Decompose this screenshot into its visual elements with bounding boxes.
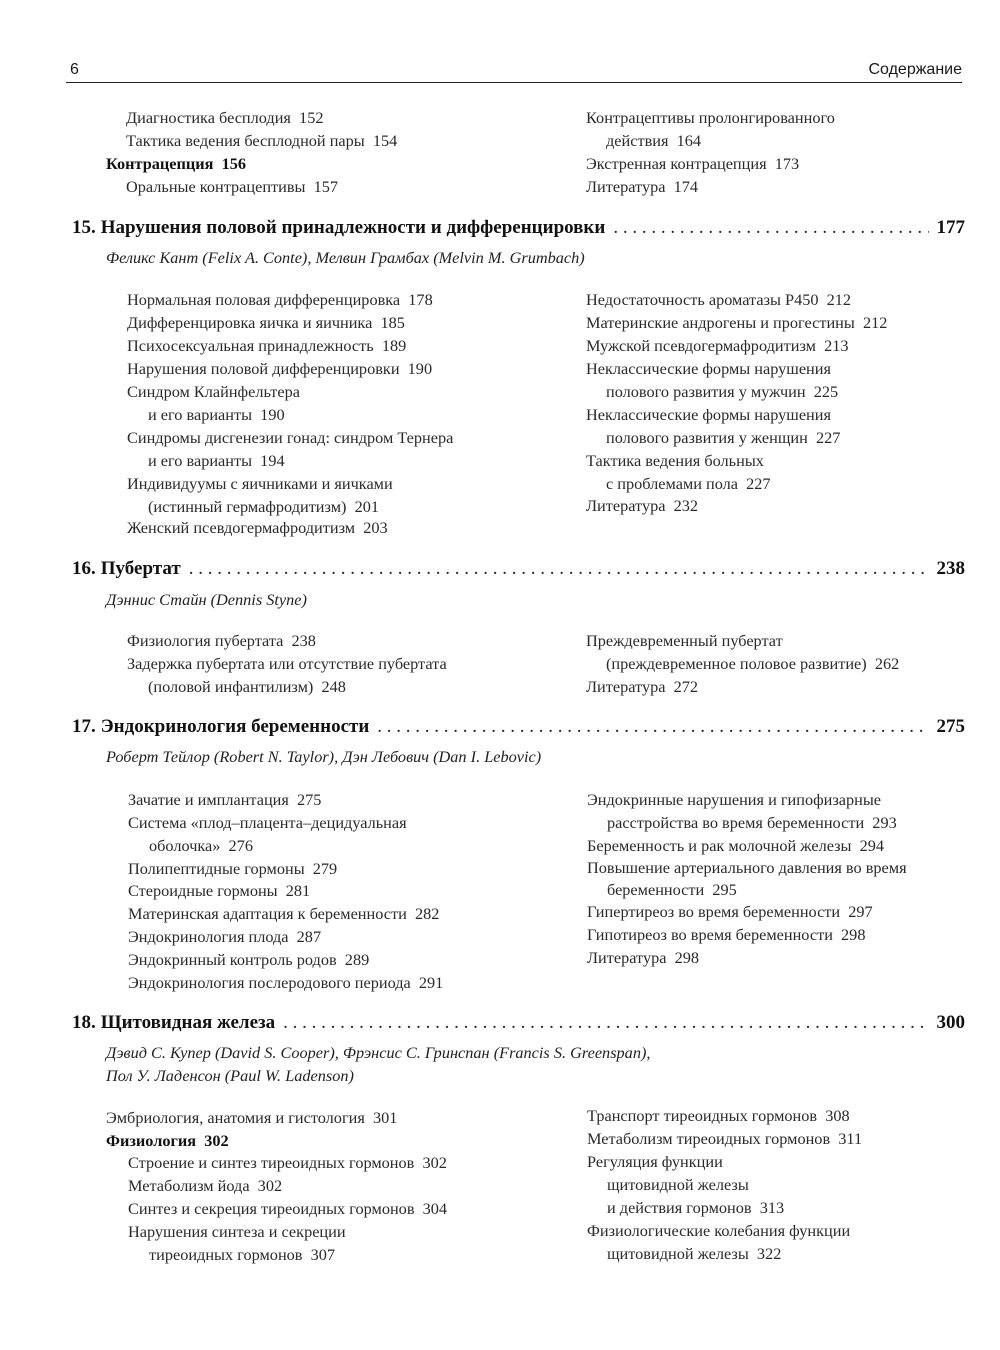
toc-entry[interactable]: Контрацептивы пролонгированного: [586, 108, 835, 127]
toc-entry[interactable]: Индивидуумы с яичниками и яичками: [127, 474, 393, 493]
toc-entry[interactable]: Метаболизм йода 302: [128, 1176, 283, 1195]
toc-entry[interactable]: Регуляция функции: [587, 1152, 723, 1171]
toc-entry[interactable]: Нормальная половая дифференцировка 178: [127, 290, 433, 309]
chapter-authors: Пол У. Ладенсон (Paul W. Ladenson): [106, 1066, 354, 1085]
toc-entry[interactable]: Психосексуальная принадлежность 189: [127, 336, 407, 355]
toc-entry[interactable]: Эмбриология, анатомия и гистология 301: [106, 1108, 398, 1127]
dot-leader: [613, 217, 928, 239]
toc-entry[interactable]: Эндокринология плода 287: [128, 927, 322, 946]
chapter-authors: Роберт Тейлор (Robert N. Taylor), Дэн Лебович (Dan I. Lebovic): [106, 747, 542, 766]
chapter-page: 238: [936, 558, 965, 579]
chapter-authors: Феликс Кант (Felix A. Conte), Мелвин Грамбах (Melvin M. Grumbach): [106, 248, 585, 267]
toc-entry[interactable]: Дифференцировка яичка и яичника 185: [127, 313, 405, 332]
toc-entry[interactable]: Недостаточность ароматазы Р450 212: [586, 290, 852, 309]
toc-entry[interactable]: и действия гормонов 313: [607, 1198, 785, 1217]
running-head: [66, 60, 962, 83]
toc-entry[interactable]: Повышение артериального давления во время: [587, 858, 907, 877]
toc-entry[interactable]: Экстренная контрацепция 173: [586, 154, 800, 173]
toc-entry[interactable]: Строение и синтез тиреоидных гормонов 302: [128, 1153, 447, 1172]
toc-entry[interactable]: Система «плод–плацента–децидуальная: [128, 813, 407, 832]
dot-leader: [377, 716, 928, 738]
toc-entry[interactable]: Полипептидные гормоны 279: [128, 859, 338, 878]
toc-entry[interactable]: Эндокринология послеродового периода 291: [128, 973, 444, 992]
toc-entry[interactable]: Контрацепция 156: [106, 154, 247, 173]
toc-entry[interactable]: Эндокринные нарушения и гипофизарные: [587, 790, 882, 809]
toc-entry[interactable]: Литература 174: [586, 177, 699, 196]
toc-entry[interactable]: Тактика ведения бесплодной пары 154: [126, 131, 398, 150]
toc-entry[interactable]: Синдром Клайнфельтера: [127, 382, 300, 401]
chapter-page: 275: [936, 716, 965, 737]
chapter-heading-16[interactable]: [72, 558, 965, 586]
toc-entry[interactable]: Физиология 302: [106, 1131, 229, 1150]
toc-entry[interactable]: щитовидной железы: [607, 1175, 749, 1194]
toc-entry[interactable]: Преждевременный пубертат: [586, 631, 783, 650]
toc-entry[interactable]: Диагностика бесплодия 152: [126, 108, 324, 127]
toc-entry[interactable]: Мужской псевдогермафродитизм 213: [586, 336, 849, 355]
chapter-title: Пубертат: [100, 558, 181, 579]
dot-leader: [283, 1012, 928, 1034]
toc-entry[interactable]: Материнская адаптация к беременности 282: [128, 904, 440, 923]
toc-entry[interactable]: беременности 295: [607, 880, 737, 899]
toc-entry[interactable]: щитовидной железы 322: [607, 1244, 782, 1263]
toc-entry[interactable]: Оральные контрацептивы 157: [126, 177, 339, 196]
toc-entry[interactable]: Нарушения синтеза и секреции: [128, 1222, 346, 1241]
toc-entry[interactable]: Нарушения половой дифференцировки 190: [127, 359, 433, 378]
page-number: 6: [70, 61, 79, 78]
toc-entry[interactable]: Гипотиреоз во время беременности 298: [587, 925, 866, 944]
chapter-title: Щитовидная железа: [100, 1012, 276, 1033]
toc-entry[interactable]: Неклассические формы нарушения: [586, 359, 831, 378]
toc-entry[interactable]: Транспорт тиреоидных гормонов 308: [587, 1106, 850, 1125]
toc-entry[interactable]: Эндокринный контроль родов 289: [128, 950, 370, 969]
chapter-title: Эндокринология беременности: [100, 716, 370, 737]
toc-entry[interactable]: Беременность и рак молочной железы 294: [587, 836, 885, 855]
toc-entry[interactable]: Физиология пубертата 238: [127, 631, 316, 650]
toc-entry[interactable]: расстройства во время беременности 293: [607, 813, 897, 832]
chapter-number: 15.: [72, 217, 96, 238]
toc-entry[interactable]: Литература 232: [586, 496, 699, 515]
chapter-heading-15[interactable]: [72, 217, 965, 245]
toc-entry[interactable]: полового развития у мужчин 225: [606, 382, 839, 401]
toc-entry[interactable]: полового развития у женщин 227: [606, 428, 841, 447]
toc-entry[interactable]: Физиологические колебания функции: [587, 1221, 851, 1240]
toc-entry[interactable]: Тактика ведения больных: [586, 451, 764, 470]
toc-entry[interactable]: (половой инфантилизм) 248: [148, 677, 346, 696]
chapter-title: Нарушения половой принадлежности и дифференцировки: [100, 217, 606, 238]
toc-entry[interactable]: Литература 272: [586, 677, 699, 696]
section-title: Содержание: [868, 61, 962, 78]
chapter-heading-17[interactable]: [72, 716, 965, 744]
toc-entry[interactable]: Женский псевдогермафродитизм 203: [127, 518, 388, 537]
toc-entry[interactable]: Метаболизм тиреоидных гормонов 311: [587, 1129, 863, 1148]
toc-entry[interactable]: Неклассические формы нарушения: [586, 405, 831, 424]
toc-entry[interactable]: Литература 298: [587, 948, 700, 967]
chapter-number: 18.: [72, 1012, 96, 1033]
toc-entry[interactable]: действия 164: [606, 131, 702, 150]
toc-entry[interactable]: и его варианты 194: [148, 451, 285, 470]
chapter-page: 177: [936, 217, 965, 238]
chapter-authors: Дэннис Стайн (Dennis Styne): [106, 590, 307, 609]
chapter-number: 16.: [72, 558, 96, 579]
toc-entry[interactable]: Гипертиреоз во время беременности 297: [587, 902, 873, 921]
toc-entry[interactable]: Материнские андрогены и прогестины 212: [586, 313, 888, 332]
dot-leader: [189, 558, 929, 580]
toc-entry[interactable]: (преждевременное половое развитие) 262: [606, 654, 900, 673]
toc-entry[interactable]: тиреоидных гормонов 307: [149, 1245, 336, 1264]
toc-entry[interactable]: (истинный гермафродитизм) 201: [148, 497, 380, 516]
chapter-authors: Дэвид С. Купер (David S. Cooper), Фрэнсис С. Гринспан (Francis S. Greenspan),: [106, 1043, 651, 1062]
toc-entry[interactable]: и его варианты 190: [148, 405, 285, 424]
toc-entry[interactable]: Синтез и секреция тиреоидных гормонов 304: [128, 1199, 448, 1218]
toc-entry[interactable]: Зачатие и имплантация 275: [128, 790, 322, 809]
toc-entry[interactable]: Синдромы дисгенезии гонад: синдром Тернера: [127, 428, 454, 447]
chapter-heading-18[interactable]: [72, 1012, 965, 1040]
toc-entry[interactable]: Задержка пубертата или отсутствие пубертата: [127, 654, 447, 673]
toc-entry[interactable]: Стероидные гормоны 281: [128, 881, 311, 900]
toc-entry[interactable]: с проблемами пола 227: [606, 474, 771, 493]
toc-entry[interactable]: оболочка» 276: [149, 836, 253, 855]
chapter-page: 300: [936, 1012, 965, 1033]
chapter-number: 17.: [72, 716, 96, 737]
